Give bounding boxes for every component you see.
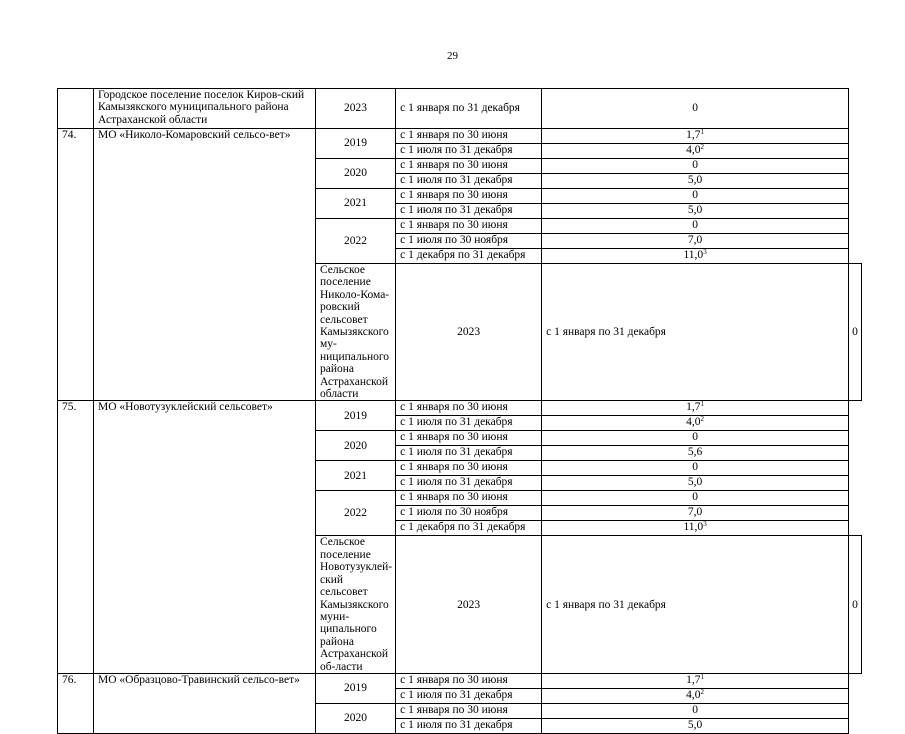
cell-text: 7,0	[687, 506, 703, 519]
cell-text: с 1 января по 30 июня	[400, 491, 508, 504]
cell-text: с 1 июля по 31 декабря	[400, 476, 513, 489]
cell-text: 0	[852, 598, 858, 611]
cell-text: 0	[692, 219, 698, 231]
year-cell	[316, 673, 396, 703]
cell-text: с 1 июля по 31 декабря	[400, 688, 513, 701]
rate-value	[542, 521, 849, 536]
cell-text: 2022	[344, 507, 368, 520]
cell-text: с 1 января по 30 июня	[400, 129, 508, 141]
entry-number	[58, 401, 94, 673]
cell-text: 0	[692, 461, 698, 474]
cell-text: 5,0	[687, 174, 703, 186]
period-cell	[542, 536, 849, 673]
cell-text: 2020	[344, 439, 368, 452]
period-cell	[396, 521, 542, 536]
cell-text: с 1 января по 30 июня	[400, 461, 508, 474]
cell-text: 2020	[344, 167, 368, 180]
rate-value	[542, 89, 849, 129]
rate-value	[542, 401, 849, 416]
cell-text: 2023	[344, 102, 368, 115]
cell-text: с 1 января по 30 июня	[400, 673, 508, 686]
rate-value	[542, 431, 849, 446]
cell-text: 0	[692, 703, 698, 716]
rate-value	[849, 536, 862, 673]
rate-value	[542, 129, 849, 144]
period-cell	[396, 431, 542, 446]
cell-text: с 1 декабря по 31 декабря	[400, 521, 526, 534]
cell-text: Сельское поселение Николо-Кома-ровский сельсовет Камызякского му-ниципального района Астраханской области	[320, 264, 390, 401]
cell-text: 2021	[344, 197, 368, 210]
rate-value	[542, 688, 849, 703]
period-cell	[396, 89, 542, 129]
cell-text: 2023	[457, 598, 481, 611]
footnote-marker: 3	[703, 520, 707, 529]
municipality-name	[94, 673, 316, 733]
rate-value	[542, 506, 849, 521]
year-cell	[316, 89, 396, 129]
table-row	[58, 401, 862, 416]
tariff-table	[57, 88, 862, 734]
cell-text: с 1 января по 31 декабря	[400, 102, 520, 115]
cell-text: 1,7	[686, 401, 701, 414]
cell-text: 75.	[62, 401, 77, 414]
year-cell	[396, 536, 542, 673]
cell-text: 2019	[344, 409, 368, 422]
cell-text: 0	[692, 491, 698, 504]
cell-text: 0	[692, 189, 698, 201]
table-body	[58, 89, 862, 734]
period-cell	[396, 446, 542, 461]
footnote-marker: 1	[700, 400, 705, 409]
period-cell	[396, 189, 542, 204]
cell-text: с 1 июля по 31 декабря	[400, 718, 513, 731]
cell-text: 2022	[344, 234, 368, 247]
cell-text: 4,0	[686, 688, 701, 701]
rate-value	[542, 219, 849, 234]
cell-text: с 1 июля по 30 ноября	[400, 506, 509, 519]
period-cell	[396, 416, 542, 431]
cell-text: с 1 января по 30 июня	[400, 703, 508, 716]
period-cell	[396, 144, 542, 159]
footnote-marker: 2	[700, 143, 705, 151]
cell-text: 0	[692, 431, 698, 444]
rate-value	[542, 249, 849, 264]
cell-text: 5,0	[687, 476, 703, 489]
entry-number	[58, 129, 94, 401]
footnote-marker: 2	[700, 415, 705, 424]
cell-text: МО «Николо-Комаровский сельсо-вет»	[98, 129, 291, 141]
year-cell	[316, 159, 396, 189]
rate-value	[542, 491, 849, 506]
cell-text: 2023	[457, 326, 481, 339]
cell-text: 5,0	[687, 718, 703, 731]
page-number: 29	[447, 50, 458, 62]
period-cell	[396, 673, 542, 688]
rate-value	[542, 461, 849, 476]
cell-text: с 1 июля по 31 декабря	[400, 446, 513, 459]
rate-value	[542, 234, 849, 249]
rate-value	[542, 718, 849, 733]
rate-value	[542, 189, 849, 204]
table-row	[58, 129, 862, 144]
cell-text: 2019	[344, 682, 368, 695]
year-cell	[316, 461, 396, 491]
cell-text: с 1 января по 30 июня	[400, 189, 508, 201]
municipality-name	[94, 129, 316, 401]
period-cell	[396, 491, 542, 506]
cell-text: с 1 января по 31 декабря	[546, 326, 666, 339]
rate-value	[542, 673, 849, 688]
cell-text: с 1 января по 30 июня	[400, 401, 508, 414]
cell-text: с 1 июля по 31 декабря	[400, 204, 513, 216]
cell-text: 5,0	[687, 204, 703, 216]
rate-value	[542, 476, 849, 491]
cell-text: с 1 июля по 31 декабря	[400, 416, 513, 429]
year-cell	[396, 264, 542, 401]
cell-text: МО «Образцово-Травинский сельсо-вет»	[98, 673, 300, 686]
rate-value	[542, 144, 849, 159]
municipality-name	[94, 89, 316, 129]
period-cell	[542, 264, 849, 401]
entry-number	[58, 673, 94, 733]
cell-text: 0	[692, 159, 698, 171]
rate-value	[542, 204, 849, 219]
cell-text: 0	[852, 326, 858, 339]
cell-text: 11,0	[683, 249, 704, 261]
period-cell	[396, 234, 542, 249]
rate-value	[542, 703, 849, 718]
period-cell	[396, 129, 542, 144]
cell-text: с 1 декабря по 31 декабря	[400, 249, 526, 261]
footnote-marker: 3	[703, 248, 707, 256]
cell-text: 11,0	[683, 521, 704, 534]
year-cell	[316, 491, 396, 536]
cell-text: 74.	[62, 129, 77, 141]
footnote-marker: 1	[700, 128, 705, 136]
rate-value	[849, 264, 862, 401]
cell-text: 76.	[62, 673, 77, 686]
year-cell	[316, 189, 396, 219]
period-cell	[396, 174, 542, 189]
table-row	[58, 673, 862, 688]
period-cell	[396, 461, 542, 476]
cell-text: МО «Новотузуклейский сельсовет»	[98, 401, 273, 414]
period-cell	[396, 219, 542, 234]
cell-text: с 1 января по 30 июня	[400, 219, 508, 231]
rate-value	[542, 174, 849, 189]
cell-text: 1,7	[686, 673, 701, 686]
cell-text: с 1 июля по 31 декабря	[400, 174, 513, 186]
cell-text: с 1 июля по 30 ноября	[400, 234, 509, 246]
period-cell	[396, 159, 542, 174]
footnote-marker: 2	[700, 687, 705, 696]
year-cell	[316, 401, 396, 431]
period-cell	[396, 476, 542, 491]
footnote-marker: 1	[700, 672, 705, 681]
period-cell	[396, 506, 542, 521]
cell-text: 2019	[344, 137, 368, 150]
period-cell	[396, 249, 542, 264]
municipality-name	[316, 264, 396, 401]
municipality-name	[316, 536, 396, 673]
cell-text: Сельское поселение Новотузуклей-ский сельсовет Камызякского муни-ципального района Астраханской об-ласти	[320, 536, 393, 673]
year-cell	[316, 219, 396, 264]
table-row	[58, 89, 862, 129]
cell-text: с 1 января по 30 июня	[400, 431, 508, 444]
rate-value	[542, 416, 849, 431]
cell-text: 2021	[344, 469, 368, 482]
cell-text: с 1 июля по 31 декабря	[400, 144, 513, 156]
period-cell	[396, 718, 542, 733]
year-cell	[316, 431, 396, 461]
cell-text: с 1 января по 30 июня	[400, 159, 508, 171]
cell-text: 4,0	[686, 416, 701, 429]
cell-text: с 1 января по 31 декабря	[546, 598, 666, 611]
year-cell	[316, 703, 396, 733]
period-cell	[396, 401, 542, 416]
cell-text: 0	[692, 102, 698, 115]
entry-number	[58, 89, 94, 129]
period-cell	[396, 204, 542, 219]
rate-value	[542, 159, 849, 174]
period-cell	[396, 703, 542, 718]
period-cell	[396, 688, 542, 703]
cell-text: 4,0	[686, 144, 701, 156]
cell-text: 2020	[344, 712, 368, 725]
cell-text: Городское поселение поселок Киров-ский Камызякского муниципального района Астраханской области	[98, 89, 305, 126]
cell-text: 1,7	[686, 129, 701, 141]
rate-value	[542, 446, 849, 461]
cell-text: 7,0	[687, 234, 703, 246]
municipality-name	[94, 401, 316, 673]
year-cell	[316, 129, 396, 159]
cell-text: 5,6	[687, 446, 703, 459]
